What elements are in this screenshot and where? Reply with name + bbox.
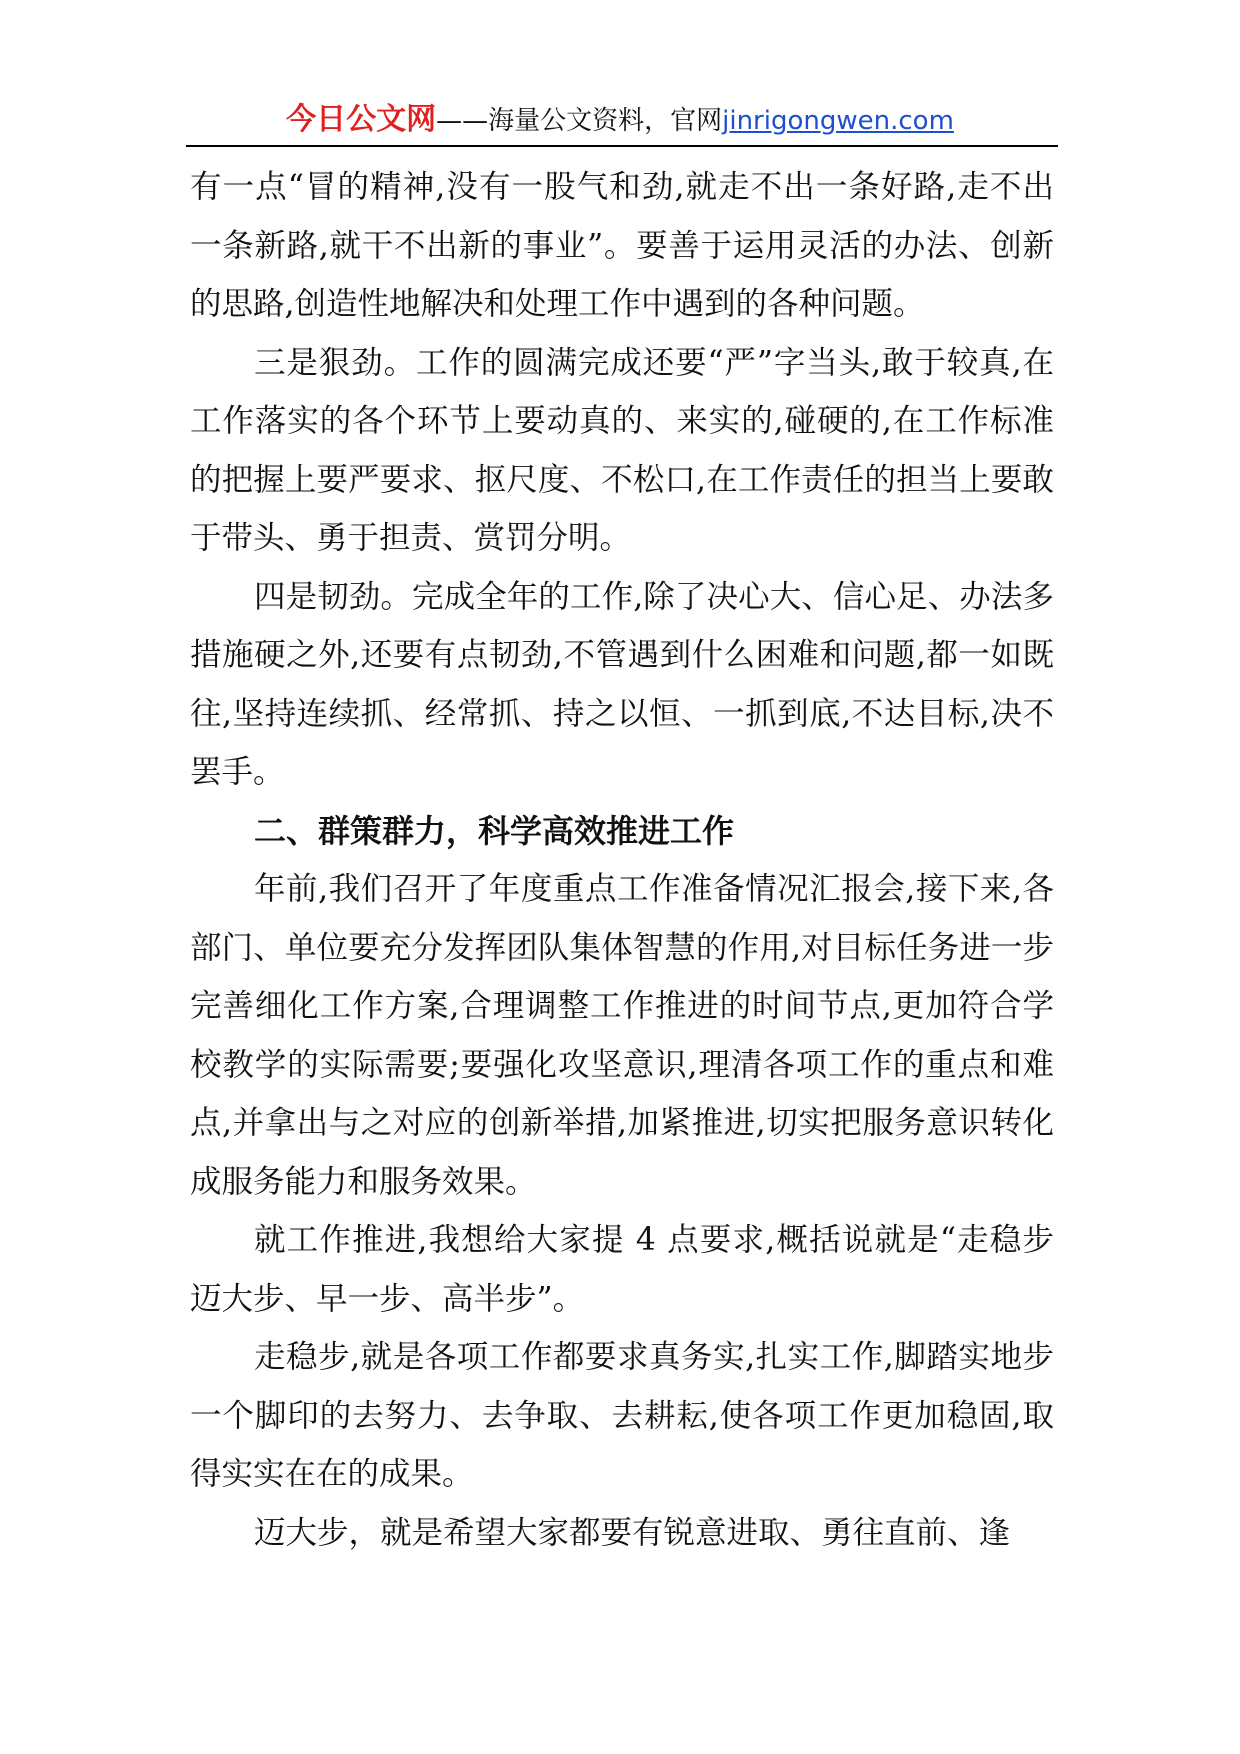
paragraph: 迈大步，就是希望大家都要有锐意进取、勇往直前、逢 (254, 1514, 1011, 1551)
paragraph: 四是韧劲。完成全年的工作,除了决心大、信心足、办法多措施硬之外,还要有点韧劲,不管遇到什么困难和问题,都一如既往,坚持连续抓、经常抓、持之以恒、一抓到底,不达目标,决不罢手。 (190, 578, 1054, 790)
header-tagline: ——海量公文资料，官网 (436, 106, 723, 136)
section-heading: 二、群策群力，科学高效推进工作 (254, 811, 735, 850)
header-divider (186, 145, 1058, 147)
paragraph-continuation: 有一点“冒的精神,没有一股气和劲,就走不出一条好路,走不出一条新路,就干不出新的事业”。要善于运用灵活的办法、创新的思路,创造性地解决和处理工作中遇到的各种问题。 (190, 169, 1054, 322)
paragraph: 年前,我们召开了年度重点工作准备情况汇报会,接下来,各部门、单位要充分发挥团队集体智慧的作用,对目标任务进一步完善细化工作方案,合理调整工作推进的时间节点,更加符合学校教学的实际需要;要强化攻坚意识,理清各项工作的重点和难点,并拿出与之对应的创新举措,加紧推进,切实把服务意识转化成服务能力和服务效果。 (190, 871, 1054, 1200)
brand-name: 今日公文网 (286, 102, 437, 137)
site-header (0, 100, 1240, 140)
site-link[interactable]: jinrigongwen.com (722, 106, 954, 136)
paragraph: 就工作推进,我想给大家提 4 点要求,概括说就是“走稳步迈大步、早一步、高半步”。 (190, 1222, 1054, 1317)
document-body (190, 158, 1054, 1562)
paragraph: 走稳步,就是各项工作都要求真务实,扎实工作,脚踏实地步一个脚印的去努力、去争取、去耕耘,使各项工作更加稳固,取得实实在在的成果。 (190, 1339, 1054, 1492)
paragraph: 三是狠劲。工作的圆满完成还要“严”字当头,敢于较真,在工作落实的各个环节上要动真的、来实的,碰硬的,在工作标准的把握上要严要求、抠尺度、不松口,在工作责任的担当上要敢于带头、勇于担责、赏罚分明。 (190, 344, 1054, 556)
